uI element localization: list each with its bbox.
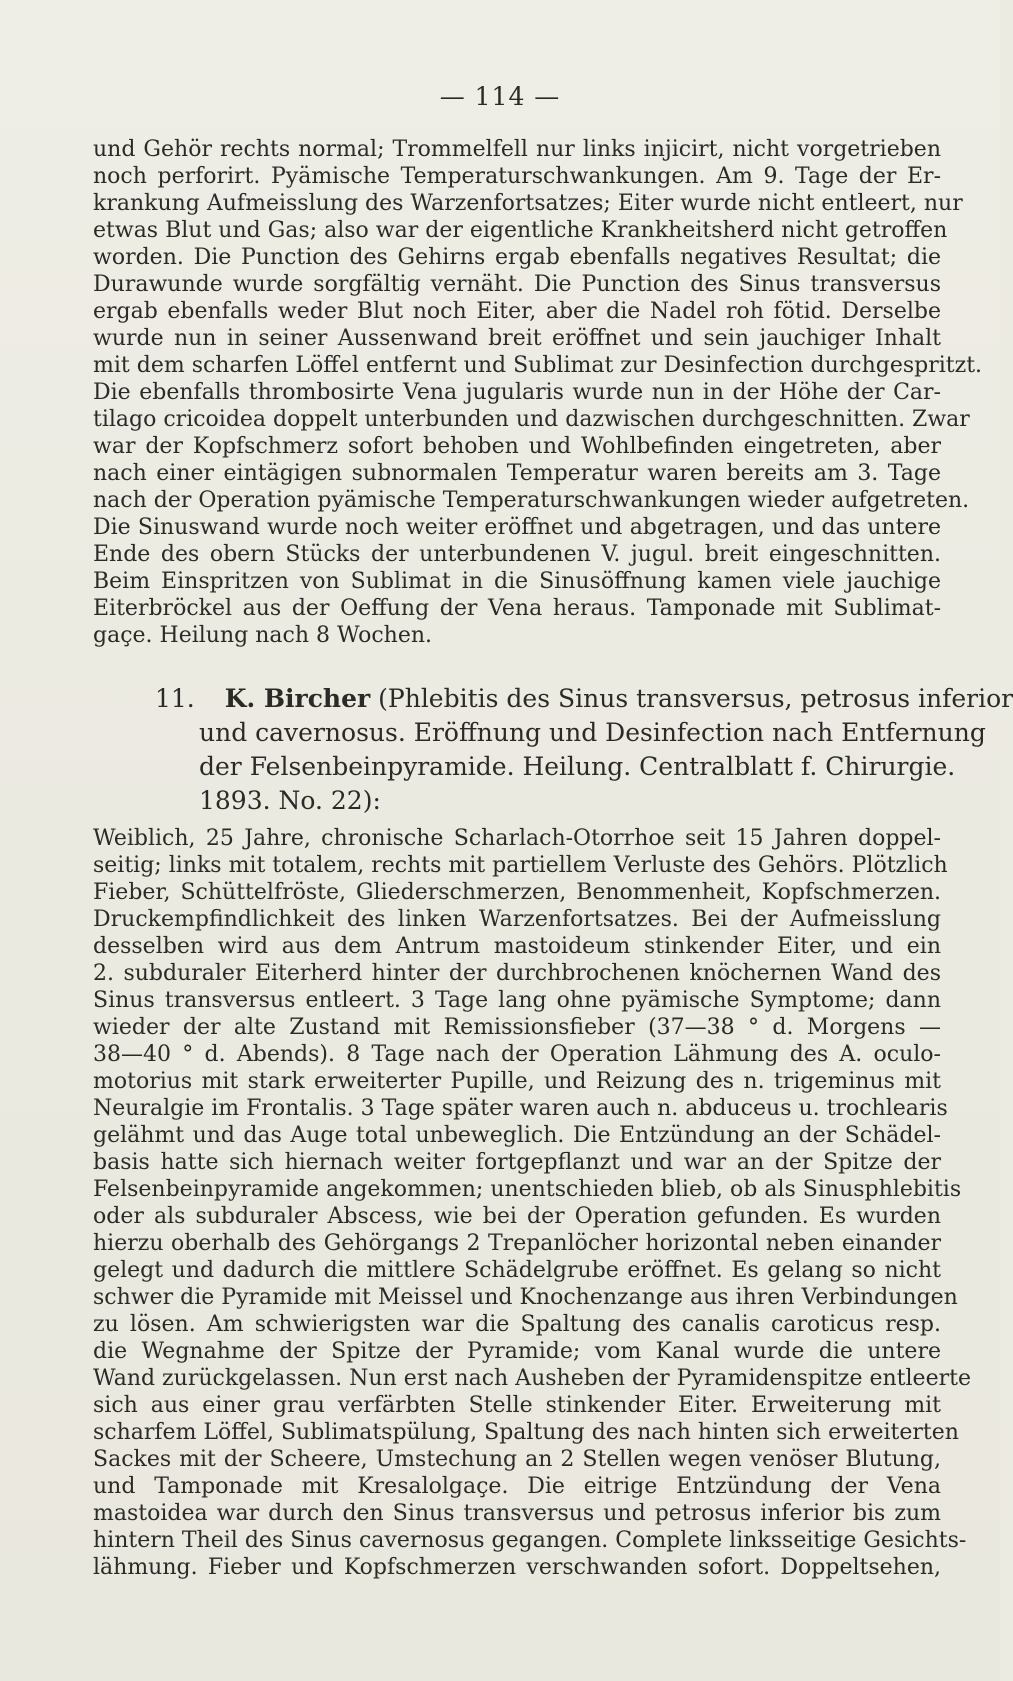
- text-line: lähmung. Fieber und Kopfschmerzen verschwanden sofort. Doppeltsehen,: [93, 1555, 941, 1580]
- text-line: Ende des obern Stücks der unterbundenen V. jugul. breit eingeschnitten.: [93, 542, 941, 567]
- text-line: Die Sinuswand wurde noch weiter eröffnet und abgetragen, und das untere: [93, 515, 941, 540]
- text-line: war der Kopfschmerz sofort behoben und Wohlbefinden eingetreten, aber: [93, 434, 941, 459]
- case-number: 11.: [155, 684, 195, 713]
- case-heading-line: [155, 684, 1013, 714]
- text-line: desselben wird aus dem Antrum mastoideum stinkender Eiter, und ein: [93, 934, 941, 959]
- text-line: tilago cricoidea doppelt unterbunden und dazwischen durchgeschnitten. Zwar: [93, 407, 970, 432]
- case-title-line: und cavernosus. Eröffnung und Desinfection nach Entfernung: [199, 718, 986, 747]
- text-line: nach einer eintägigen subnormalen Temperatur waren bereits am 3. Tage: [93, 461, 941, 486]
- text-line: die Wegnahme der Spitze der Pyramide; vom Kanal wurde die untere: [93, 1339, 941, 1364]
- text-line: Beim Einspritzen von Sublimat in die Sinusöffnung kamen viele jauchige: [93, 569, 941, 594]
- text-line: nach der Operation pyämische Temperaturschwankungen wieder aufgetreten.: [93, 488, 970, 513]
- page-number: — 114 —: [439, 82, 561, 111]
- text-line: mit dem scharfen Löffel entfernt und Sublimat zur Desinfection durchgespritzt.: [93, 353, 983, 378]
- text-line: gelähmt und das Auge total unbeweglich. Die Entzündung an der Schädel-: [93, 1123, 941, 1148]
- text-line: scharfem Löffel, Sublimatspülung, Spaltung des nach hinten sich erweiterten: [93, 1420, 959, 1445]
- text-line: Eiterbröckel aus der Oeffung der Vena heraus. Tamponade mit Sublimat-: [93, 596, 941, 621]
- text-line: gaçe. Heilung nach 8 Wochen.: [93, 623, 433, 648]
- text-line: Felsenbeinpyramide angekommen; unentschieden blieb, ob als Sinusphlebitis: [93, 1177, 962, 1202]
- text-line: Sackes mit der Scheere, Umstechung an 2 Stellen wegen venöser Blutung,: [93, 1447, 941, 1472]
- text-line: ergab ebenfalls weder Blut noch Eiter, aber die Nadel roh fötid. Derselbe: [93, 299, 941, 324]
- text-line: Sinus transversus entleert. 3 Tage lang ohne pyämische Symptome; dann: [93, 988, 941, 1013]
- text-line: gelegt und dadurch die mittlere Schädelgrube eröffnet. Es gelang so nicht: [93, 1258, 941, 1283]
- text-line: wurde nun in seiner Aussenwand breit eröffnet und sein jauchiger Inhalt: [93, 326, 941, 351]
- text-line: sich aus einer grau verfärbten Stelle stinkender Eiter. Erweiterung mit: [93, 1393, 941, 1418]
- text-line: hintern Theil des Sinus cavernosus gegangen. Complete linksseitige Gesichts-: [93, 1528, 967, 1553]
- text-line: basis hatte sich hiernach weiter fortgepflanzt und war an der Spitze der: [93, 1150, 941, 1175]
- text-line: seitig; links mit totalem, rechts mit partiellem Verluste des Gehörs. Plötzlich: [93, 853, 948, 878]
- text-line: krankung Aufmeisslung des Warzenfortsatzes; Eiter wurde nicht entleert, nur: [93, 191, 963, 216]
- text-line: 38—40 ° d. Abends). 8 Tage nach der Operation Lähmung des A. oculo-: [93, 1042, 941, 1067]
- text-line: etwas Blut und Gas; also war der eigentliche Krankheitsherd nicht getroffen: [93, 218, 948, 243]
- text-line: und Gehör rechts normal; Trommelfell nur links injicirt, nicht vorgetrieben: [93, 137, 941, 162]
- text-line: wieder der alte Zustand mit Remissionsfieber (37—38 ° d. Morgens —: [93, 1015, 941, 1040]
- text-line: hierzu oberhalb des Gehörgangs 2 Trepanlöcher horizontal neben einander: [93, 1231, 941, 1256]
- text-line: oder als subduraler Abscess, wie bei der Operation gefunden. Es wurden: [93, 1204, 941, 1229]
- text-line: Wand zurückgelassen. Nun erst nach Ausheben der Pyramidenspitze entleerte: [93, 1366, 971, 1391]
- case-title-line: 1893. No. 22):: [199, 786, 381, 815]
- text-line: Weiblich, 25 Jahre, chronische Scharlach-Otorrhoe seit 15 Jahren doppel-: [93, 826, 941, 851]
- text-line: mastoidea war durch den Sinus transversus und petrosus inferior bis zum: [93, 1501, 941, 1526]
- text-line: Die ebenfalls thrombosirte Vena jugularis wurde nun in der Höhe der Car-: [93, 380, 941, 405]
- case-author: K. Bircher: [224, 684, 371, 713]
- text-line: 2. subduraler Eiterherd hinter der durchbrochenen knöchernen Wand des: [93, 961, 941, 986]
- case-title-line: der Felsenbeinpyramide. Heilung. Centralblatt f. Chirurgie.: [199, 752, 956, 781]
- text-line: zu lösen. Am schwierigsten war die Spaltung des canalis caroticus resp.: [93, 1312, 941, 1337]
- text-line: Durawunde wurde sorgfältig vernäht. Die Punction des Sinus transversus: [93, 272, 941, 297]
- text-line: schwer die Pyramide mit Meissel und Knochenzange aus ihren Verbindungen: [93, 1285, 958, 1310]
- text-line: motorius mit stark erweiterter Pupille, und Reizung des n. trigeminus mit: [93, 1069, 941, 1094]
- case-title-line: (Phlebitis des Sinus transversus, petrosus inferior: [378, 684, 1013, 713]
- text-line: worden. Die Punction des Gehirns ergab ebenfalls negatives Resultat; die: [93, 245, 941, 270]
- text-line: Neuralgie im Frontalis. 3 Tage später waren auch n. abduceus u. trochlearis: [93, 1096, 948, 1121]
- text-line: noch perforirt. Pyämische Temperaturschwankungen. Am 9. Tage der Er-: [93, 164, 941, 189]
- text-line: Druckempfindlichkeit des linken Warzenfortsatzes. Bei der Aufmeisslung: [93, 907, 941, 932]
- text-line: und Tamponade mit Kresalolgaçe. Die eitrige Entzündung der Vena: [93, 1474, 941, 1499]
- text-line: Fieber, Schüttelfröste, Gliederschmerzen, Benommenheit, Kopfschmerzen.: [93, 880, 941, 905]
